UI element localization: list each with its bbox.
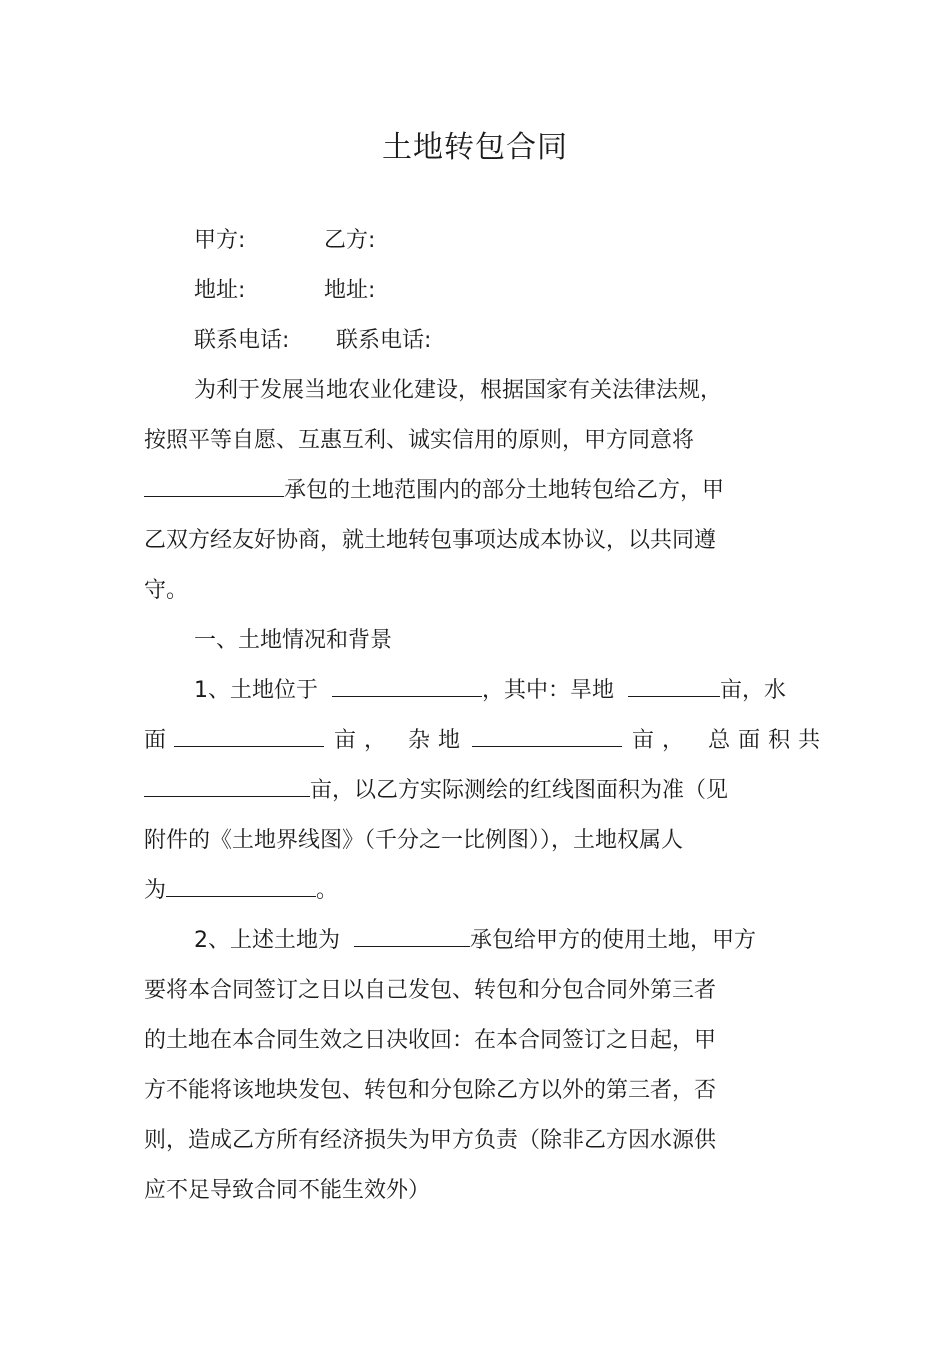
phone-b-label: 联系电话: bbox=[336, 328, 432, 353]
item2-line-6: 应不足导致合同不能生效外） bbox=[144, 1178, 431, 1203]
item1-l5-b: 。 bbox=[316, 878, 339, 903]
blank-field bbox=[354, 926, 470, 947]
blank-field bbox=[332, 676, 482, 697]
item2-l1-b: 承包给甲方的使用土地，甲方 bbox=[470, 928, 757, 953]
blank-field bbox=[472, 726, 622, 747]
address-b-label: 地址: bbox=[324, 278, 376, 303]
item2-l1-a: 2、上述土地为 bbox=[194, 928, 340, 953]
item1-line-3 bbox=[144, 776, 728, 806]
phone-a-label: 联系电话: bbox=[194, 328, 290, 353]
party-a-label: 甲方: bbox=[194, 228, 246, 253]
item2-line-3: 的土地在本合同生效之日决收回：在本合同签订之日起，甲 bbox=[144, 1028, 717, 1053]
blank-field bbox=[144, 476, 284, 497]
item1-l2-a: 面 bbox=[144, 728, 167, 753]
item1-l2-c: 杂地 bbox=[408, 728, 469, 753]
intro-line-2: 按照平等自愿、互惠互利、诚实信用的原则，甲方同意将 bbox=[144, 428, 695, 453]
blank-field bbox=[628, 676, 720, 697]
intro-line-3-text: 承包的土地范围内的部分土地转包给乙方，甲 bbox=[284, 478, 725, 503]
item2-line-1 bbox=[194, 926, 756, 956]
intro-line-4: 乙双方经友好协商，就土地转包事项达成本协议，以共同遵 bbox=[144, 528, 717, 553]
item1-l1-c: 亩，水 bbox=[720, 678, 787, 703]
section-heading: 一、土地情况和背景 bbox=[194, 628, 393, 653]
intro-line-3 bbox=[144, 476, 724, 506]
item1-line-5 bbox=[144, 876, 338, 906]
item2-line-4: 方不能将该地块发包、转包和分包除乙方以外的第三者，否 bbox=[144, 1078, 717, 1103]
blank-field bbox=[144, 776, 310, 797]
item1-l3: 亩，以乙方实际测绘的红线图面积为准（见 bbox=[310, 778, 729, 803]
intro-line-1: 为利于发展当地农业化建设，根据国家有关法律法规， bbox=[194, 378, 723, 403]
blank-field bbox=[174, 726, 324, 747]
intro-line-5: 守。 bbox=[144, 578, 189, 603]
item1-l2-b: 亩， bbox=[334, 728, 395, 753]
address-a-label: 地址: bbox=[194, 278, 246, 303]
item1-l1-b: ，其中：旱地 bbox=[482, 678, 615, 703]
item2-line-5: 则，造成乙方所有经济损失为甲方负责（除非乙方因水源供 bbox=[144, 1128, 717, 1153]
item1-l2-e: 总面积共 bbox=[708, 728, 829, 753]
party-b-label: 乙方: bbox=[324, 228, 376, 253]
item2-line-2: 要将本合同签订之日以自己发包、转包和分包合同外第三者 bbox=[144, 978, 717, 1003]
blank-field bbox=[166, 876, 316, 897]
item1-l5-a: 为 bbox=[144, 878, 167, 903]
item1-line-4: 附件的《土地界线图》（千分之一比例图）），土地权属人 bbox=[144, 828, 684, 853]
item1-l1-a: 1、土地位于 bbox=[194, 678, 318, 703]
page-title: 土地转包合同 bbox=[382, 130, 568, 165]
item1-line-1 bbox=[194, 676, 786, 706]
item1-l2-d: 亩， bbox=[632, 728, 693, 753]
item1-line-2 bbox=[144, 726, 828, 756]
